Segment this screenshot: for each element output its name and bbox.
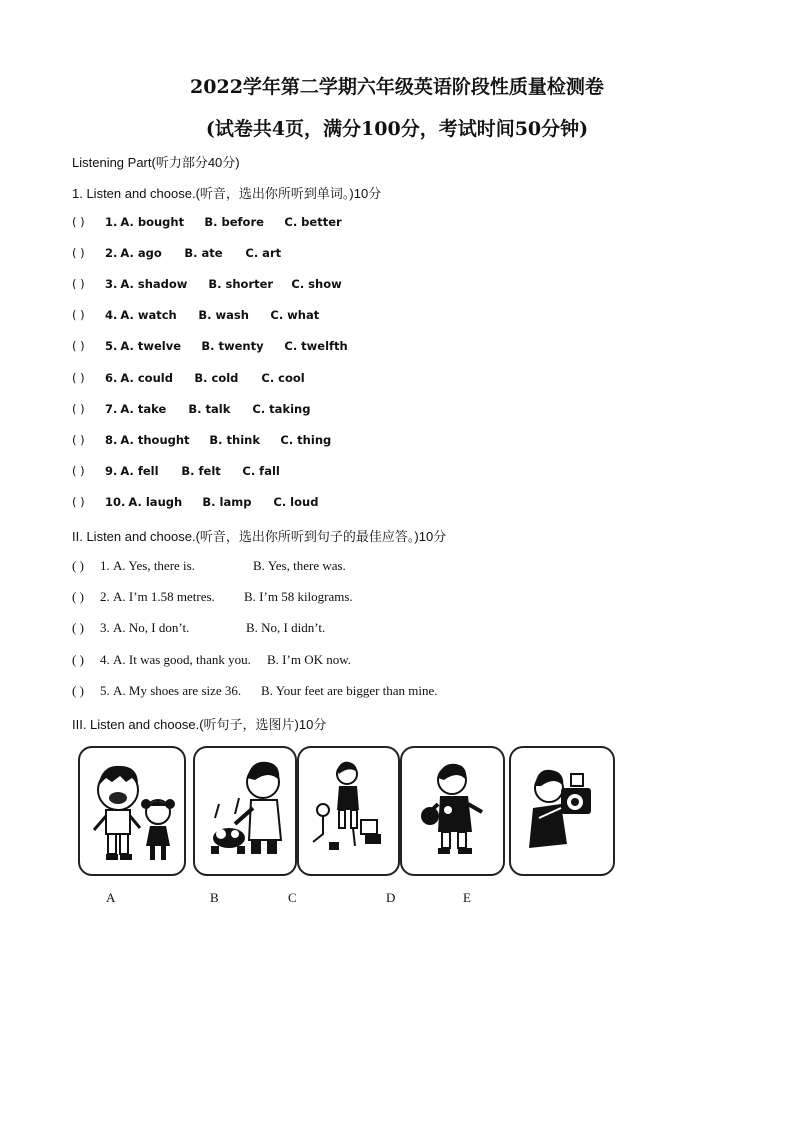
section1-item: ( ) 7. A. take B. talk C. taking <box>72 402 311 416</box>
section3-heading: III. Listen and choose.(听句子，选图片)10分 <box>72 717 327 732</box>
children-illustration <box>80 748 184 874</box>
section1-item: ( ) 8. A. thought B. think C. thing <box>72 433 332 447</box>
picture-label-c: C <box>288 890 297 905</box>
exam-title: 2022学年第二学期六年级英语阶段性质量检测卷 <box>190 76 604 98</box>
section1-item: ( ) 10. A. laugh B. lamp C. loud <box>72 495 319 509</box>
section2-item: ( ) 1. A. Yes, there is. B. Yes, there was. <box>72 558 346 573</box>
section1-item: ( ) 1. A. bought B. before C. better <box>72 215 342 229</box>
answer-blank[interactable]: ( ) <box>72 620 84 635</box>
picture-b-boy-with-toy[interactable] <box>193 746 297 876</box>
boy-toy-illustration <box>195 748 295 874</box>
boy-objects-illustration <box>299 748 398 874</box>
picture-label-d: D <box>386 890 396 905</box>
answer-blank[interactable]: ( ) <box>72 339 85 353</box>
answer-blank[interactable]: ( ) <box>72 308 85 322</box>
photographer-illustration <box>511 748 613 874</box>
picture-label-e: E <box>463 890 471 905</box>
section2-heading: II. Listen and choose.(听音，选出你所听到句子的最佳应答。)10分 <box>72 529 447 544</box>
section1-item: ( ) 2. A. ago B. ate C. art <box>72 246 282 260</box>
listening-part-heading: Listening Part(听力部分40分) <box>72 155 240 170</box>
answer-blank[interactable]: ( ) <box>72 246 85 260</box>
section1-heading: 1. Listen and choose.(听音，选出你所听到单词。)10分 <box>72 186 382 201</box>
answer-blank[interactable]: ( ) <box>72 683 84 698</box>
answer-blank[interactable]: ( ) <box>72 558 84 573</box>
answer-blank[interactable]: ( ) <box>72 402 85 416</box>
picture-label-b: B <box>210 890 219 905</box>
answer-blank[interactable]: ( ) <box>72 589 84 604</box>
answer-blank[interactable]: ( ) <box>72 464 85 478</box>
answer-blank[interactable]: ( ) <box>72 215 85 229</box>
section2-item: ( ) 5. A. My shoes are size 36. B. Your feet are bigger than mine. <box>72 683 438 698</box>
picture-a-two-children[interactable] <box>78 746 186 876</box>
picture-e-photographer[interactable] <box>509 746 615 876</box>
section1-item: ( ) 4. A. watch B. wash C. what <box>72 308 320 322</box>
section1-item: ( ) 3. A. shadow B. shorter C. show <box>72 277 342 291</box>
section1-item: ( ) 6. A. could B. cold C. cool <box>72 371 305 385</box>
section2-item: ( ) 4. A. It was good, thank you. B. I’m OK now. <box>72 652 352 667</box>
section2-item: ( ) 2. A. I’m 1.58 metres. B. I’m 58 kilograms. <box>72 589 353 604</box>
picture-label-a: A <box>106 890 116 905</box>
answer-blank[interactable]: ( ) <box>72 495 85 509</box>
section2-item: ( ) 3. A. No, I don’t. B. No, I didn’t. <box>72 620 326 635</box>
answer-blank[interactable]: ( ) <box>72 277 85 291</box>
answer-blank[interactable]: ( ) <box>72 433 85 447</box>
section1-item: ( ) 9. A. fell B. felt C. fall <box>72 464 280 478</box>
picture-d-boy-ping-pong[interactable] <box>400 746 505 876</box>
section1-item: ( ) 5. A. twelve B. twenty C. twelfth <box>72 339 348 353</box>
ping-pong-illustration <box>402 748 503 874</box>
answer-blank[interactable]: ( ) <box>72 371 85 385</box>
picture-c-boy-with-objects[interactable] <box>297 746 400 876</box>
exam-subtitle: (试卷共4页，满分100分，考试时间50分钟) <box>205 118 589 140</box>
answer-blank[interactable]: ( ) <box>72 652 84 667</box>
